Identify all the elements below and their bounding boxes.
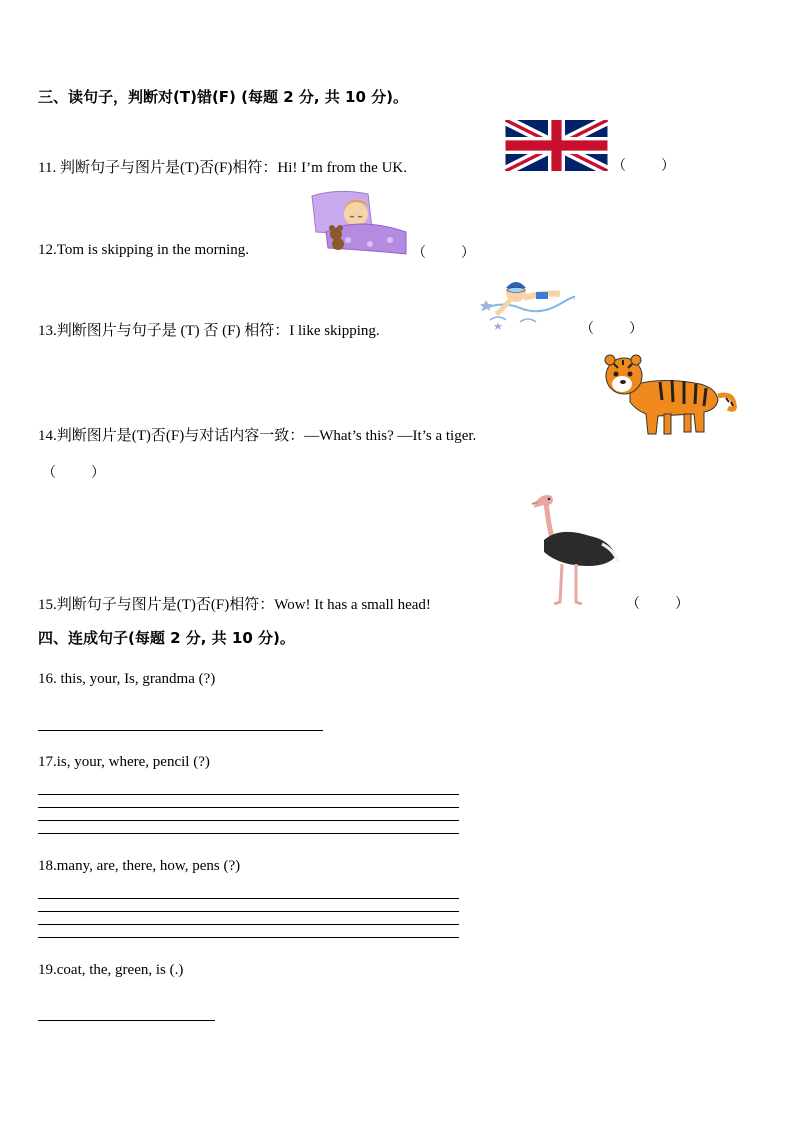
question-11-text: 11. 判断句子与图片是(T)否(F)相符：Hi! I’m from the UK. — [38, 160, 407, 176]
question-12-text: 12.Tom is skipping in the morning. — [38, 242, 250, 258]
answer-18-line-4[interactable] — [38, 937, 459, 938]
answer-11-blank[interactable]: （ ） — [612, 159, 675, 174]
question-18-text: 18.many, are, there, how, pens (?) — [38, 858, 241, 874]
question-16-text: 16. this, your, Is, grandma (?) — [38, 671, 216, 687]
ostrich-image — [530, 492, 622, 608]
tiger-image — [600, 352, 740, 437]
section3-heading: 三、读句子，判断对(T)错(F) (每题 2 分, 共 10 分)。 — [38, 88, 408, 106]
question-14-text: 14.判断图片是(T)否(F)与对话内容一致：—What’s this? —It’s a tiger. — [38, 428, 477, 444]
answer-17-line-4[interactable] — [38, 833, 459, 834]
question-13-text: 13.判断图片与句子是 (T) 否 (F) 相符：I like skipping. — [38, 323, 380, 339]
swimming-boy-image — [480, 270, 575, 332]
answer-19-line[interactable] — [38, 1020, 215, 1021]
sleeping-boy-image — [308, 188, 408, 256]
answer-18-line-2[interactable] — [38, 911, 459, 912]
question-15-text: 15.判断句子与图片是(T)否(F)相符：Wow! It has a small head! — [38, 597, 431, 613]
answer-17-line-2[interactable] — [38, 807, 459, 808]
uk-flag-image — [505, 120, 608, 171]
question-19-text: 19.coat, the, green, is (.) — [38, 962, 184, 978]
answer-16-line[interactable] — [38, 730, 323, 731]
question-17-text: 17.is, your, where, pencil (?) — [38, 754, 210, 770]
section4-heading: 四、连成句子(每题 2 分, 共 10 分)。 — [38, 629, 295, 647]
answer-18-line-1[interactable] — [38, 898, 459, 899]
answer-18-line-3[interactable] — [38, 924, 459, 925]
answer-17-line-1[interactable] — [38, 794, 459, 795]
answer-12-blank[interactable]: （ ） — [412, 246, 475, 261]
answer-14-blank[interactable]: （ ） — [42, 466, 105, 481]
answer-13-blank[interactable]: （ ） — [580, 322, 643, 337]
answer-17-line-3[interactable] — [38, 820, 459, 821]
answer-15-blank[interactable]: （ ） — [626, 597, 689, 612]
